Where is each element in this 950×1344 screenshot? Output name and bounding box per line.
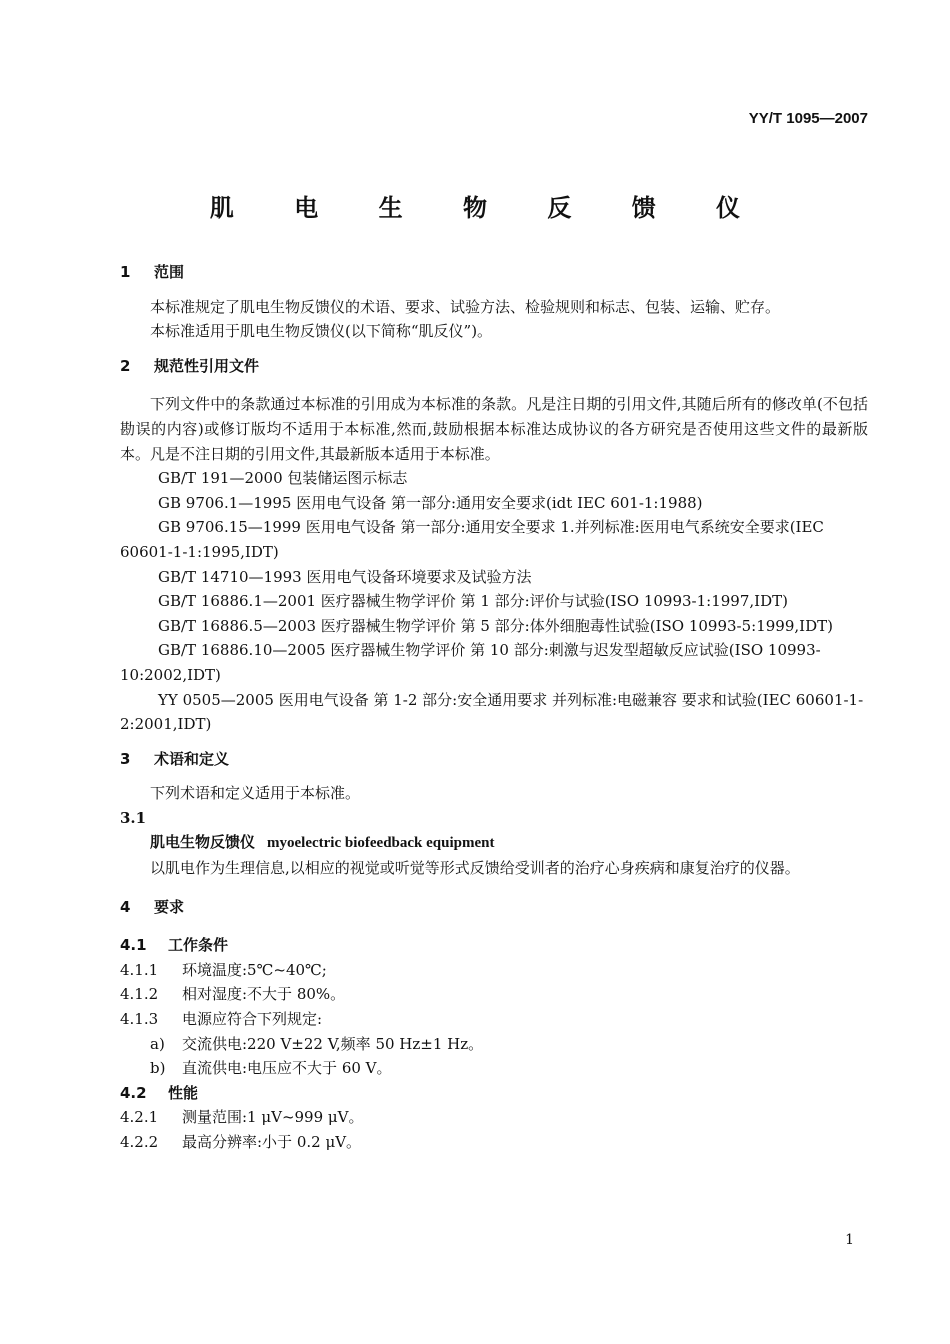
paragraph: 下列术语和定义适用于本标准。 xyxy=(150,784,361,803)
section-2-heading xyxy=(120,354,868,379)
subsection-title: 性能 xyxy=(168,1083,199,1102)
term-definition: 以肌电作为生理信息,以相应的视觉或听觉等形式反馈给受训者的治疗心身疾病和康复治疗的仪器。 xyxy=(150,859,800,878)
clause-text: 测量范围:1 μV~999 μV。 xyxy=(182,1108,364,1127)
list-item xyxy=(120,1032,868,1057)
section-1-heading xyxy=(120,260,868,285)
subsection-number: 4.2 xyxy=(120,1083,147,1102)
section-title: 规范性引用文件 xyxy=(154,356,260,375)
term-number: 3.1 xyxy=(120,808,147,827)
reference-item: GB/T 16886.5—2003 医疗器械生物学评价 第 5 部分:体外细胞毒性试验(ISO 10993-5:1999,IDT) xyxy=(158,616,833,635)
document-title: 肌 电 生 物 反 馈 仪 xyxy=(209,194,767,222)
requirement-item xyxy=(120,958,868,983)
reference-item: GB/T 16886.1—2001 医疗器械生物学评价 第 1 部分:评价与试验(ISO 10993-1:1997,IDT) xyxy=(158,592,788,611)
term-chinese: 肌电生物反馈仪 xyxy=(150,833,256,852)
clause-number: 4.1.2 xyxy=(120,985,159,1004)
reference-item: GB/T 14710—1993 医用电气设备环境要求及试验方法 xyxy=(158,567,532,586)
paragraph: 本标准规定了肌电生物反馈仪的术语、要求、试验方法、检验规则和标志、包装、运输、贮存。 xyxy=(150,297,781,316)
reference-item: GB 9706.1—1995 医用电气设备 第一部分:通用安全要求(idt IEC 601-1:1988) xyxy=(158,493,703,512)
clause-number: 4.2.1 xyxy=(120,1108,159,1127)
subsection-number: 4.1 xyxy=(120,936,147,955)
list-item xyxy=(120,1056,868,1081)
document-body xyxy=(120,260,868,1155)
requirement-item xyxy=(120,982,868,1007)
requirement-item xyxy=(120,1105,868,1130)
clause-text: 电源应符合下列规定: xyxy=(182,1010,323,1029)
clause-number: 4.1.1 xyxy=(120,960,159,979)
section-title: 术语和定义 xyxy=(154,749,230,768)
section-number: 2 xyxy=(120,356,131,375)
section-4-heading xyxy=(120,895,868,920)
subsection-4-2-heading xyxy=(120,1081,868,1106)
section-title: 范围 xyxy=(154,263,185,281)
subsection-title: 工作条件 xyxy=(168,936,229,955)
reference-item: YY 0505—2005 医用电气设备 第 1-2 部分:安全通用要求 并列标准:电磁兼容 要求和试验(IEC 60601-1-2:2001,IDT) xyxy=(120,690,864,734)
reference-item: GB/T 191—2000 包装储运图示标志 xyxy=(158,469,408,488)
clause-number: 4.1.3 xyxy=(120,1010,159,1029)
standard-id: YY/T 1095—2007 xyxy=(748,110,868,127)
list-text: 直流供电:电压应不大于 60 V。 xyxy=(182,1059,392,1078)
reference-item: GB/T 16886.10—2005 医疗器械生物学评价 第 10 部分:刺激与迟发型超敏反应试验(ISO 10993-10:2002,IDT) xyxy=(120,641,821,684)
paragraph: 下列文件中的条款通过本标准的引用成为本标准的条款。凡是注日期的引用文件,其随后所有的修改单(不包括勘误的内容)或修订版均不适用于本标准,然而,鼓励根据本标准达成协议的各方研究是否使用这些文件的最新版本。凡是不注日期的引用文件,其最新版本适用于本标准。 xyxy=(120,395,868,463)
term-entry xyxy=(120,830,868,856)
clause-text: 环境温度:5℃~40℃; xyxy=(182,960,327,979)
list-label: a) xyxy=(150,1034,165,1053)
term-english: myoelectric biofeedback equipment xyxy=(267,835,495,852)
section-number: 1 xyxy=(120,263,131,281)
list-text: 交流供电:220 V±22 V,频率 50 Hz±1 Hz。 xyxy=(182,1034,484,1053)
subsection-4-1-heading xyxy=(120,933,868,958)
section-number: 3 xyxy=(120,749,131,768)
requirement-item xyxy=(120,1130,868,1155)
clause-text: 相对湿度:不大于 80%。 xyxy=(182,985,346,1004)
clause-number: 4.2.2 xyxy=(120,1133,159,1151)
reference-item: GB 9706.15—1999 医用电气设备 第一部分:通用安全要求 1.并列标准:医用电气系统安全要求(IEC 60601-1-1:1995,IDT) xyxy=(120,518,824,561)
page-number: 1 xyxy=(845,1232,854,1248)
clause-text: 最高分辨率:小于 0.2 μV。 xyxy=(182,1133,362,1151)
section-title: 要求 xyxy=(154,897,185,916)
section-number: 4 xyxy=(120,897,131,916)
section-3-heading xyxy=(120,747,868,772)
list-label: b) xyxy=(150,1059,166,1078)
requirement-item xyxy=(120,1007,868,1032)
paragraph: 本标准适用于肌电生物反馈仪(以下简称“肌反仪”)。 xyxy=(150,322,493,341)
